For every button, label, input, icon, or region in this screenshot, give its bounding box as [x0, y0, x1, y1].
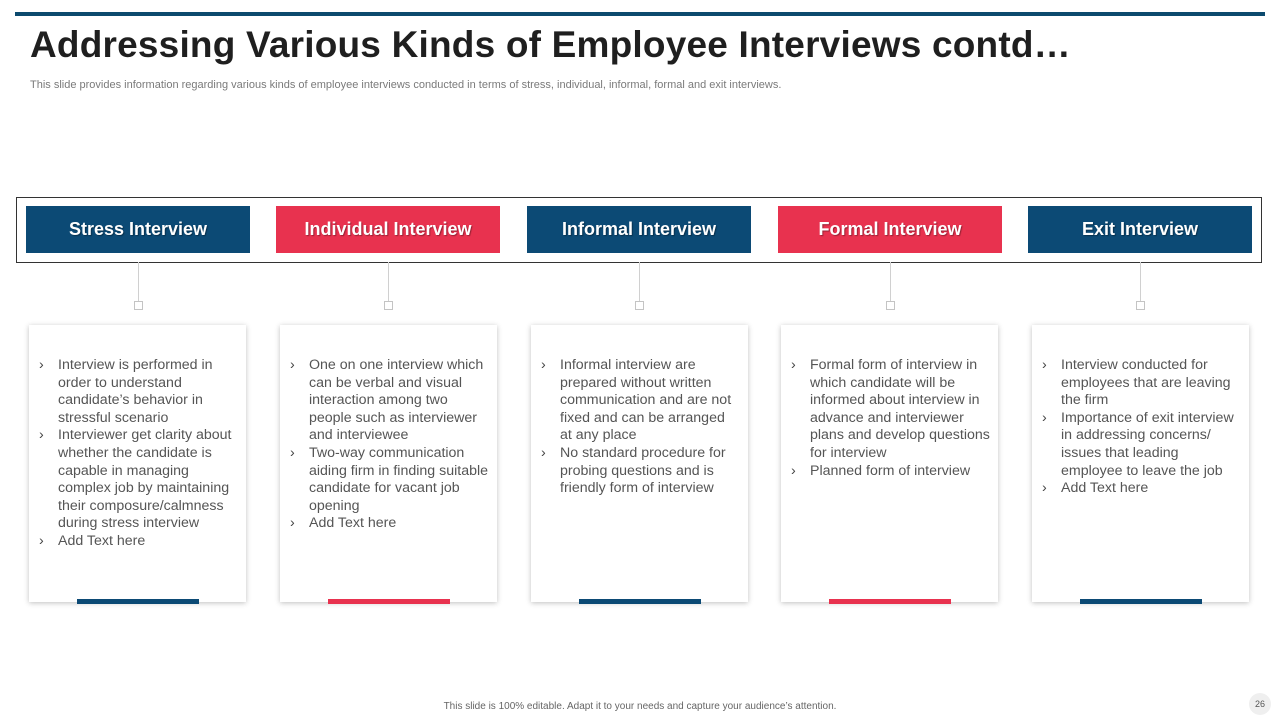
chevron-right-icon: › — [290, 357, 295, 373]
bullet-list — [791, 357, 990, 480]
header-label: Stress Interview — [68, 219, 208, 239]
bullet-list — [1042, 357, 1241, 498]
chevron-right-icon: › — [39, 532, 44, 549]
chevron-right-icon: › — [290, 444, 295, 461]
chevron-right-icon: › — [1042, 357, 1047, 373]
connector-line — [388, 262, 389, 302]
card-accent-bar — [328, 599, 450, 604]
connector-line — [1140, 262, 1141, 302]
chevron-right-icon: › — [290, 515, 295, 532]
list-item: › Interviewer get clarity about whether the candidate is capable in managing complex job by maintaining their composure/calmness during stress interview — [39, 427, 232, 532]
connector-node — [635, 301, 644, 310]
list-item: › Two-way communication aiding firm in finding suitable candidate for vacant job opening — [290, 444, 489, 514]
connector-node — [134, 301, 143, 310]
card-individual-interview — [280, 325, 497, 602]
list-item: › Interview conducted for employees that are leaving the firm — [1042, 357, 1231, 409]
list-item: › Add Text here — [39, 532, 146, 549]
card-informal-interview — [531, 325, 748, 602]
list-item: › Add Text here — [290, 515, 397, 532]
list-item: › No standard procedure for probing questions and is friendly form of interview — [541, 444, 726, 497]
list-item: › One on one interview which can be verbal and visual interaction among two people such as interviewer and interviewee — [290, 357, 484, 444]
header-formal-interview[interactable] — [778, 206, 1002, 253]
header-label: Formal Interview — [818, 219, 962, 239]
footer-note: This slide is 100% editable. Adapt it to your needs and capture your audience’s attention. — [443, 701, 837, 712]
card-accent-bar — [77, 599, 199, 604]
connector-line — [639, 262, 640, 302]
header-label: Exit Interview — [1081, 219, 1199, 239]
list-item: › Informal interview are prepared without written communication and are not fixed and can be arranged at any place — [541, 357, 732, 444]
list-item: › Add Text here — [1042, 480, 1149, 497]
connector-node — [1136, 301, 1145, 310]
card-exit-interview — [1032, 325, 1249, 602]
list-item: › Interview is performed in order to understand candidate’s behavior in stressful scenario — [39, 357, 213, 426]
slide-subtitle: This slide provides information regarding various kinds of employee interviews conducted in terms of stress, individual, informal, formal and exit interviews. — [30, 79, 782, 91]
connector-node — [886, 301, 895, 310]
header-stress-interview[interactable] — [26, 206, 250, 253]
chevron-right-icon: › — [39, 357, 44, 373]
list-item: › Formal form of interview in which candidate will be informed about interview in advance and interviewer plans and develop questions for interview — [791, 357, 990, 461]
chevron-right-icon: › — [1042, 480, 1047, 497]
connector-line — [138, 262, 139, 302]
header-exit-interview[interactable] — [1028, 206, 1252, 253]
chevron-right-icon: › — [1042, 409, 1047, 426]
header-label: Informal Interview — [561, 219, 717, 239]
list-item: › Planned form of interview — [791, 462, 971, 479]
card-formal-interview — [781, 325, 998, 602]
list-item: › Importance of exit interview in addressing concerns/ issues that leading employee to leave the job — [1042, 409, 1234, 479]
top-accent-rule — [15, 12, 1265, 16]
card-stress-interview — [29, 325, 246, 602]
card-accent-bar — [579, 599, 701, 604]
slide-title: Addressing Various Kinds of Employee Interviews contd… — [30, 24, 1071, 65]
header-individual-interview[interactable] — [276, 206, 500, 253]
chevron-right-icon: › — [791, 357, 796, 373]
chevron-right-icon: › — [791, 462, 796, 479]
header-label: Individual Interview — [304, 219, 472, 239]
bullet-list — [39, 357, 238, 551]
connector-node — [384, 301, 393, 310]
connector-line — [890, 262, 891, 302]
bullet-list — [290, 357, 489, 533]
chevron-right-icon: › — [541, 357, 546, 373]
bullet-list — [541, 357, 740, 498]
card-accent-bar — [1080, 599, 1202, 604]
chevron-right-icon: › — [39, 427, 44, 444]
card-accent-bar — [829, 599, 951, 604]
header-informal-interview[interactable] — [527, 206, 751, 253]
page-number: 26 — [1249, 693, 1271, 715]
chevron-right-icon: › — [541, 444, 546, 461]
